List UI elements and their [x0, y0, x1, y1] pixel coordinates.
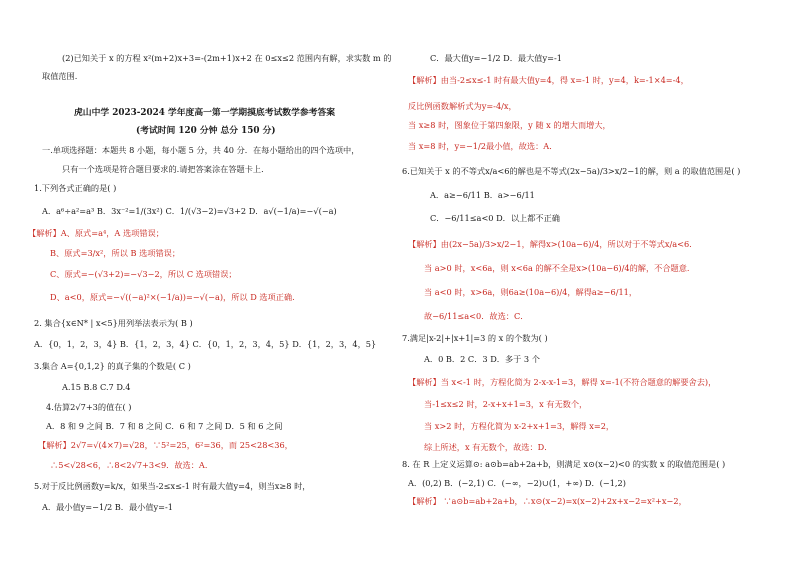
- right-text-line: A．(0,2) B．(−2,1) C．(−∞，−2)∪(1，+∞) D．(−1,2): [408, 478, 626, 488]
- right-text-line: A．a≥−6/11 B．a>−6/11: [430, 190, 535, 200]
- right-text-line: 7.满足|x-2|+|x+1|=3 的 x 的个数为( ): [402, 333, 548, 343]
- left-text-line: A．a⁶÷a²=a³ B．3x⁻²=1/(3x²) C．1/(√3−2)=√3+2 D．a√(−1/a)=−√(−a): [42, 206, 337, 216]
- right-text-line: 故−6/11≤a<0．故选：C．: [424, 311, 529, 321]
- right-text-line: 【解析】由(2x−5a)/3>x/2−1，解得x>(10a−6)/4，所以对于不等式x/a<6.: [408, 239, 692, 249]
- right-text-line: 【解析】 ∵a⊙b=ab+2a+b，∴x⊙(x−2)=x(x−2)+2x+x−2=x²+x−2，: [408, 496, 687, 506]
- right-column: [402, 0, 774, 561]
- right-text-line: 当 x=8 时，y=−1/2最小值，故选：A．: [408, 141, 558, 151]
- left-text-line: 虎山中学 2023-2024 学年度高一第一学期摸底考试数学参考答案: [74, 108, 336, 118]
- left-text-line: D、a<0，原式=−√((−a)²×(−1/a))=−√(−a)，所以 D 选项正确.: [50, 292, 295, 302]
- left-text-line: (考试时间 120 分钟 总分 150 分): [136, 126, 276, 136]
- left-text-line: 5.对于反比例函数y=k/x，如果当-2≤x≤-1 时有最大值y=4，则当x≥8 时，: [34, 481, 311, 491]
- right-text-line: 当 x≥8 时，图象位于第四象限，y 随 x 的增大而增大，: [408, 120, 611, 130]
- right-text-line: 当-1≤x≤2 时，2-x+x+1=3，x 有无数个，: [424, 399, 588, 409]
- right-text-line: 反比例函数解析式为y=-4/x，: [408, 101, 517, 111]
- right-text-line: 【解析】由当-2≤x≤-1 时有最大值y=4，得 x=-1 时，y=4，k=-1×4=-4，: [408, 75, 689, 85]
- left-text-line: 只有一个选项是符合题目要求的.请把答案涂在答题卡上．: [62, 164, 270, 174]
- left-text-line: 1.下列各式正确的是( ): [34, 183, 117, 193]
- right-text-line: C．−6/11≤a<0 D．以上都不正确: [430, 213, 560, 223]
- left-column: [28, 0, 392, 561]
- left-text-line: 【解析】A、原式=a⁴，A 选项错误；: [28, 228, 164, 238]
- right-text-line: 当 a<0 时，x>6a，则6a≥(10a−6)/4，解得a≥−6/11，: [424, 287, 638, 297]
- right-text-line: 当 x>2 时，方程化简为 x-2+x+1=3，解得 x=2，: [424, 421, 615, 431]
- right-text-line: 当 a>0 时，x<6a，则 x<6a 的解不全是x>(10a−6)/4的解，不合题意.: [424, 263, 690, 273]
- right-text-line: 综上所述，x 有无数个，故选：D．: [424, 442, 553, 452]
- left-text-line: 4.估算2√7+3的值在( ): [46, 402, 132, 412]
- right-text-line: 8. 在 R 上定义运算⊙: a⊙b=ab+2a+b，则满足 x⊙(x−2)<0 的实数 x 的取值范围是( ): [402, 459, 726, 469]
- left-text-line: A．{0，1，2，3，4} B．{1，2，3，4} C．{0，1，2，3，4，5} D．{1，2，3，4，5}: [34, 339, 377, 349]
- left-text-line: (2)已知关于 x 的方程 x²(m+2)x+3=-(2m+1)x+2 在 0≤x≤2 范围内有解，求实数 m 的: [62, 53, 392, 63]
- right-text-line: 6.已知关于 x 的不等式x/a<6的解也是不等式(2x−5a)/3>x/2−1的解，则 a 的取值范围是( ): [402, 166, 741, 176]
- left-text-line: A．8 和 9 之间 B．7 和 8 之间 C．6 和 7 之间 D．5 和 6 之间: [46, 421, 283, 431]
- right-text-line: C．最大值y=−1/2 D．最大值y=-1: [430, 53, 562, 63]
- left-text-line: ∴5<√28<6，∴8<2√7+3<9．故选：A．: [50, 460, 214, 470]
- left-text-line: A．最小值y=−1/2 B．最小值y=-1: [42, 502, 174, 512]
- left-text-line: A.15 B.8 C.7 D.4: [62, 382, 131, 392]
- left-text-line: 取值范围.: [42, 71, 78, 81]
- left-text-line: B、原式=3/x²，所以 B 选项错误；: [50, 248, 181, 258]
- right-text-line: A．0 B．2 C．3 D．多于 3 个: [424, 354, 540, 364]
- left-text-line: 【解析】2√7=√(4×7)=√28，∵5²=25，6²=36，而 25<28<36，: [38, 440, 293, 450]
- left-text-line: 一.单项选择题：本题共 8 小题，每小题 5 分，共 40 分．在每小题给出的四个选项中，: [42, 145, 360, 155]
- left-text-line: 3.集合 A={0,1,2} 的真子集的个数是( C ): [34, 361, 191, 371]
- left-text-line: 2. 集合{x∈N* | x<5}用列举法表示为( B ): [34, 318, 193, 328]
- left-text-line: C、原式=−(√3+2)=−√3−2，所以 C 选项错误；: [50, 269, 237, 279]
- right-text-line: 【解析】当 x<-1 时，方程化简为 2-x-x-1=3，解得 x=-1(不符合题意的解要舍去)，: [408, 377, 717, 387]
